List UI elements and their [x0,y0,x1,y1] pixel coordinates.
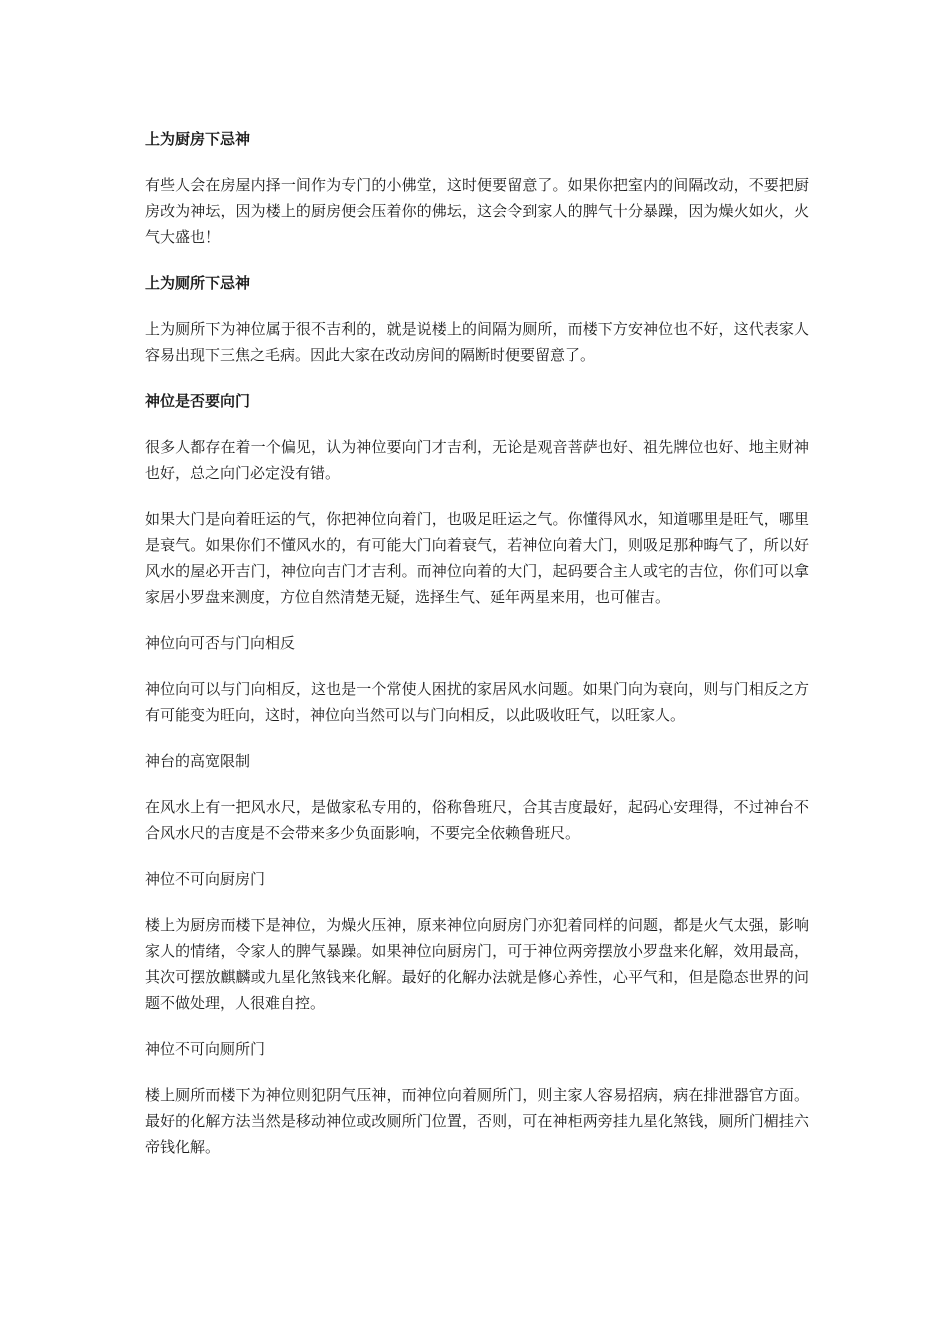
paragraph: 楼上为厨房而楼下是神位，为燥火压神，原来神位向厨房门亦犯着同样的问题，都是火气太强，影响家人的情绪，令家人的脾气暴躁。如果神位向厨房门，可于神位两旁摆放小罗盘来化解，效用最高，其次可摆放麒麟或九星化煞钱来化解。最好的化解办法就是修心养性，心平气和，但是隐态世界的问题不做处理，人很难自控。 [145,916,809,1012]
section-heading: 神位是否要向门 [145,392,251,410]
section-heading: 上为厕所下忌神 [145,274,251,292]
section-subheading: 神位向可否与门向相反 [145,634,296,652]
paragraph: 神位向可以与门向相反，这也是一个常使人困扰的家居风水问题。如果门向为衰向，则与门相反之方有可能变为旺向，这时，神位向当然可以与门向相反，以此吸收旺气，以旺家人。 [145,680,809,724]
paragraph: 很多人都存在着一个偏见，认为神位要向门才吉利，无论是观音菩萨也好、祖先牌位也好、地主财神也好，总之向门必定没有错。 [145,438,809,482]
section-subheading: 神台的高宽限制 [145,752,251,770]
section-subheading: 神位不可向厕所门 [145,1040,266,1058]
paragraph: 如果大门是向着旺运的气，你把神位向着门，也吸足旺运之气。你懂得风水，知道哪里是旺气，哪里是衰气。如果你们不懂风水的，有可能大门向着衰气，若神位向着大门，则吸足那种晦气了，所以好风水的屋必开吉门，神位向吉门才吉利。而神位向着的大门，起码要合主人或宅的吉位，你们可以拿家居小罗盘来测度，方位自然清楚无疑，选择生气、延年两星来用，也可催吉。 [145,510,809,606]
section-subheading: 神位不可向厨房门 [145,870,266,888]
paragraph: 在风水上有一把风水尺，是做家私专用的，俗称鲁班尺，合其吉度最好，起码心安理得，不过神台不合风水尺的吉度是不会带来多少负面影响，不要完全依赖鲁班尺。 [145,798,809,842]
paragraph: 有些人会在房屋内择一间作为专门的小佛堂，这时便要留意了。如果你把室内的间隔改动，不要把厨房改为神坛，因为楼上的厨房便会压着你的佛坛，这会令到家人的脾气十分暴躁，因为燥火如火，火气大盛也！ [145,176,809,246]
paragraph: 楼上厕所而楼下为神位则犯阴气压神，而神位向着厕所门，则主家人容易招病，病在排泄器官方面。最好的化解方法当然是移动神位或改厕所门位置，否则，可在神柜两旁挂九星化煞钱，厕所门楣挂六帝钱化解。 [145,1086,809,1156]
paragraph: 上为厕所下为神位属于很不吉利的，就是说楼上的间隔为厕所，而楼下方安神位也不好，这代表家人容易出现下三焦之毛病。因此大家在改动房间的隔断时便要留意了。 [145,320,809,364]
document-body [145,126,809,1180]
section-heading: 上为厨房下忌神 [145,130,251,148]
